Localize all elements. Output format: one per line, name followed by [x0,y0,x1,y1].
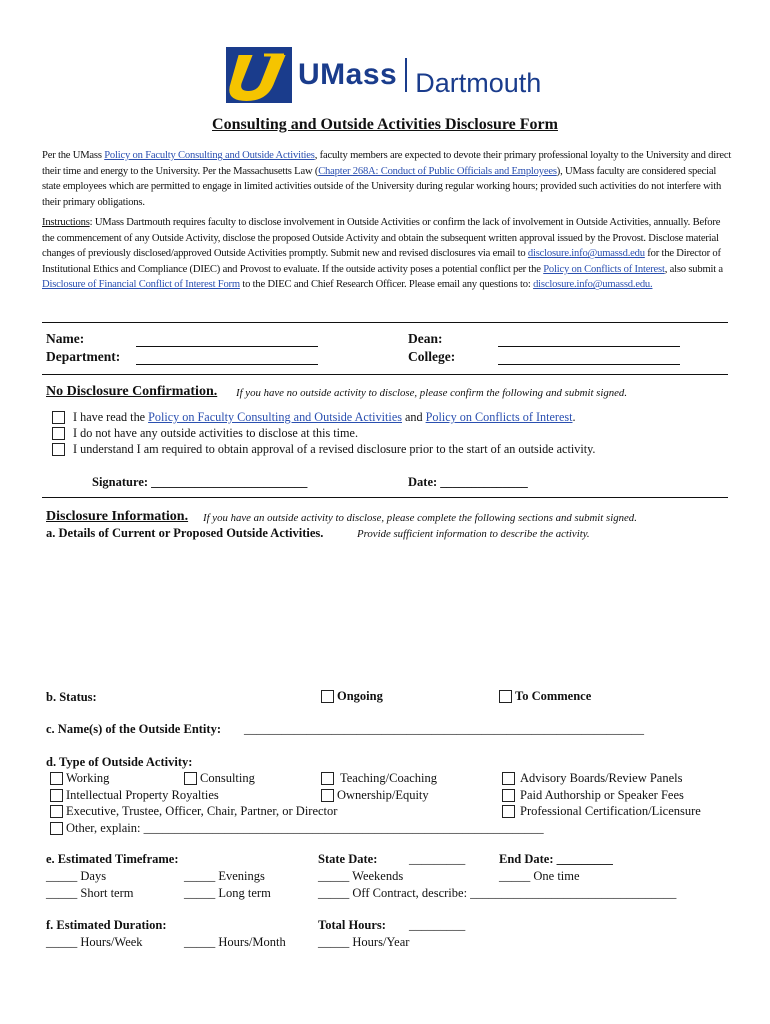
no-disclosure-instruction: If you have no outside activity to disclose, please confirm the following and submit signed. [236,387,628,399]
type-working[interactable] [50,771,109,786]
name-label: Name: [46,331,85,346]
status-ongoing[interactable] [321,689,383,704]
timeframe-off-contract[interactable]: _____ Off Contract, describe: _________________________________ [318,886,677,900]
confirm-read-text-3: . [572,410,576,424]
details-textarea[interactable] [46,546,726,676]
timeframe-label: e. Estimated Timeframe: [46,852,179,866]
type-advisory-label: Advisory Boards/Review Panels [520,771,683,785]
duration-hours-year[interactable]: _____ Hours/Year [318,935,410,949]
end-date-field[interactable]: End Date: _________ [499,852,613,866]
timeframe-days[interactable]: _____ Days [46,869,107,883]
form-title: Consulting and Outside Activities Disclosure Form [212,116,558,133]
intro-paragraph [42,148,732,210]
type-working-checkbox[interactable] [50,772,63,785]
duration-hours-week[interactable]: _____ Hours/Week [46,935,143,949]
intro-text-1: Per the UMass [42,150,105,161]
status-label: b. Status: [46,690,97,704]
type-paid-label: Paid Authorship or Speaker Fees [520,788,684,802]
type-paid-checkbox[interactable] [502,789,515,802]
type-prof-checkbox[interactable] [502,805,515,818]
entity-field[interactable]: ________________________________________________________________ [244,722,644,736]
confirm-read-checkbox[interactable] [52,411,65,424]
type-advisory[interactable] [502,771,682,786]
details-label: a. Details of Current or Proposed Outside Activities. [46,526,324,540]
confirm-read-text-1: I have read the [73,410,146,424]
confirm-understand-checkbox[interactable] [52,443,65,456]
total-hours-label: Total Hours: [318,918,386,932]
instructions-paragraph [42,215,732,293]
confirm-no-activities-checkbox[interactable] [52,427,65,440]
chapter-268a-link[interactable]: Chapter 268A: Conduct of Public Officials and Employees [318,165,557,177]
department-label: Department: [46,349,121,364]
type-ip-checkbox[interactable] [50,789,63,802]
date-field[interactable]: Date: ______________ [408,475,528,489]
intro-text-2: , faculty members are expected to devote their primary professional loyalty to the University and direct their time and energy to the University. Per the Massachusetts Law ( [42,150,732,177]
instructions-text-2: for the Director of Institutional Ethics and Compliance (DIEC) and Provost to evaluate. If the outside activity poses a potential conflict per the [42,248,721,275]
type-ownership-checkbox[interactable] [321,789,334,802]
confirm-read-text-2: and [404,410,423,424]
confirm-no-activities [52,426,358,441]
type-executive-label: Executive, Trustee, Officer, Chair, Partner, or Director [66,804,338,818]
policy-conflicts-link[interactable]: Policy on Conflicts of Interest [543,263,665,275]
dean-field[interactable] [498,346,680,347]
confirm-policy-consulting-link[interactable]: Policy on Faculty Consulting and Outside Activities [148,410,402,424]
type-paid-authorship[interactable] [502,788,684,803]
confirm-understand [52,442,595,457]
type-executive[interactable] [50,804,337,819]
policy-consulting-link[interactable]: Policy on Faculty Consulting and Outside Activities [104,150,315,161]
dean-label: Dean: [408,331,443,346]
college-label: College: [408,349,456,364]
section-divider [42,322,728,323]
type-advisory-checkbox[interactable] [502,772,515,785]
college-field[interactable] [498,364,680,365]
type-consulting[interactable] [184,771,255,786]
duration-label: f. Estimated Duration: [46,918,167,932]
type-ip-royalties[interactable] [50,788,219,803]
timeframe-long-term[interactable]: _____ Long term [184,886,271,900]
type-working-label: Working [66,771,110,785]
instructions-text-1: : UMass Dartmouth requires faculty to disclose involvement in Outside Activities or confirm the lack of involvement in Outside Activities, annually. Before the commencement of any Outside Activity, disclose the proposed Outside Activity and obtain the subsequent written approval issued by the Provost. Disclose material changes of previously disclosed/approved Outside Activities promptly. Submit new and revised disclosures via email to [42,217,721,260]
disclosure-info-instruction: If you have an outside activity to disclose, please complete the following sections and submit signed. [203,512,637,524]
type-teaching-checkbox[interactable] [321,772,334,785]
section-divider [42,374,728,375]
status-ongoing-checkbox[interactable] [321,690,334,703]
confirm-no-activities-text: I do not have any outside activities to disclose at this time. [73,426,358,440]
questions-email-link[interactable]: disclosure.info@umassd.edu. [533,279,653,291]
logo-dartmouth-text: Dartmouth [415,67,542,98]
intro-text-3: ), UMass faculty are considered special state employees which are permitted to engage in limited activities outside of the University during regular working hours; provided such activities do not interfere with their primary obligations. [42,165,722,208]
type-prof-label: Professional Certification/Licensure [520,804,701,818]
type-other-checkbox[interactable] [50,822,63,835]
type-other-label: Other, explain: ________________________________________________________________ [66,821,544,835]
type-consulting-checkbox[interactable] [184,772,197,785]
entity-label: c. Name(s) of the Outside Entity: [46,722,221,736]
instructions-text-3: , also submit a [664,263,723,275]
signature-field[interactable]: Signature: _________________________ [92,475,308,489]
logo-separator [405,58,407,92]
type-teaching[interactable] [321,771,437,786]
instructions-label: Instructions [42,217,90,228]
state-date-label: State Date: [318,852,378,866]
type-ownership-label: Ownership/Equity [337,788,429,802]
status-to-commence-label: To Commence [515,689,592,703]
timeframe-short-term[interactable]: _____ Short term [46,886,134,900]
name-field[interactable] [136,346,318,347]
disclosure-info-heading: Disclosure Information. [46,509,189,524]
type-ip-label: Intellectual Property Royalties [66,788,219,802]
confirm-policy-conflicts-link[interactable]: Policy on Conflicts of Interest [425,410,573,424]
section-divider [42,497,728,498]
confirm-read-policies [52,410,576,425]
type-professional-cert[interactable] [502,804,701,819]
disclosure-email-link[interactable]: disclosure.info@umassd.edu [527,248,645,260]
no-disclosure-heading: No Disclosure Confirmation. [46,384,218,399]
type-teaching-label: Teaching/Coaching [340,771,438,785]
timeframe-weekends[interactable]: _____ Weekends [318,869,404,883]
timeframe-one-time[interactable]: _____ One time [499,869,580,883]
department-field[interactable] [136,364,318,365]
confirm-understand-text: I understand I am required to obtain approval of a revised disclosure prior to the start of an outside activity. [73,442,596,456]
status-to-commence[interactable] [499,689,591,704]
type-other[interactable] [50,821,544,836]
financial-coi-form-link[interactable]: Disclosure of Financial Conflict of Interest Form [42,279,240,291]
details-hint: Provide sufficient information to describe the activity. [357,528,590,540]
umass-dartmouth-logo [226,46,541,104]
umass-u-logo-icon [226,47,292,103]
logo-umass-text: UMass [298,58,398,91]
instructions-text-4: to the DIEC and Chief Research Officer. Please email any questions to: [239,279,534,291]
type-ownership[interactable] [321,788,429,803]
status-ongoing-label: Ongoing [337,689,383,703]
status-to-commence-checkbox[interactable] [499,690,512,703]
type-executive-checkbox[interactable] [50,805,63,818]
activity-type-label: d. Type of Outside Activity: [46,755,193,769]
total-hours-field[interactable]: _________ [409,918,466,932]
duration-hours-month[interactable]: _____ Hours/Month [184,935,286,949]
timeframe-evenings[interactable]: _____ Evenings [184,869,265,883]
type-consulting-label: Consulting [200,771,255,785]
state-date-field[interactable]: _________ [409,852,466,866]
